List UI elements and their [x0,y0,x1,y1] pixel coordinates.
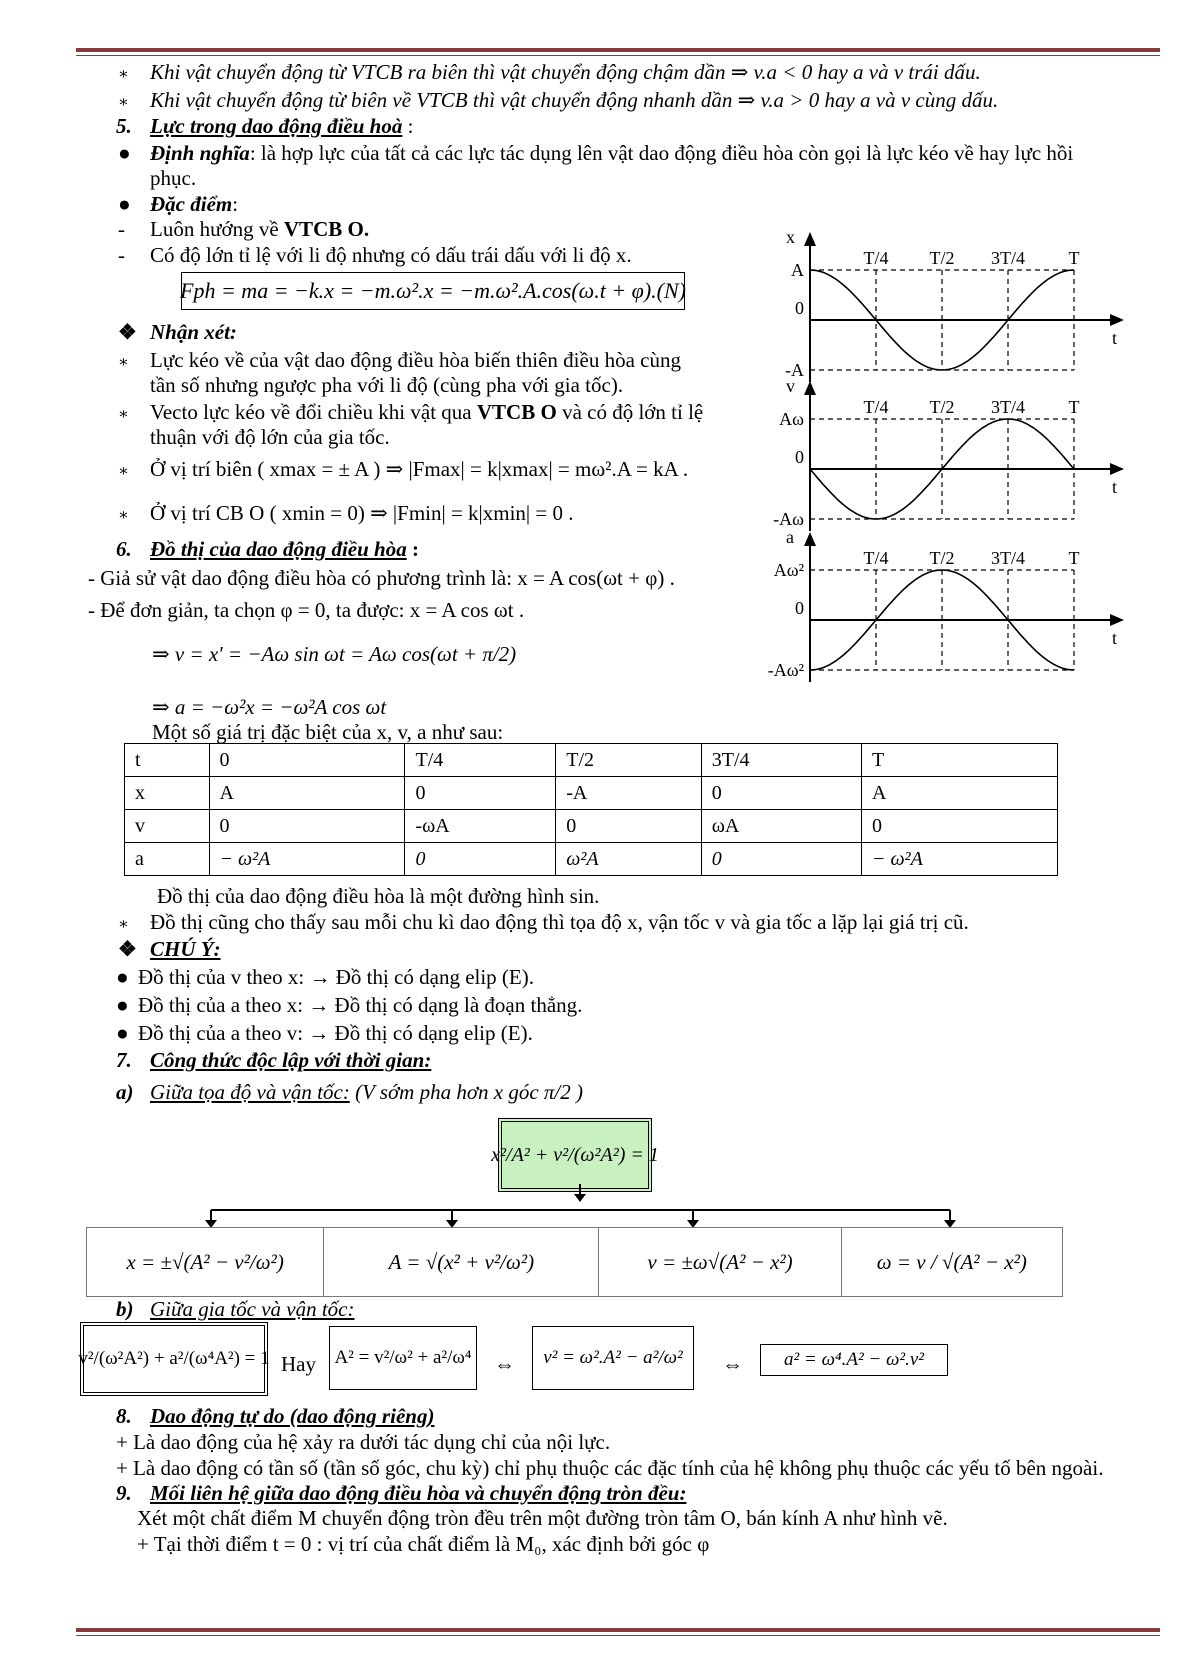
table-row [125,744,1058,777]
x-tick-label: T/2 [929,248,955,268]
x-axis-arrow [1110,463,1124,475]
x-tick-label: T/4 [863,248,889,268]
x-tick-label: T/2 [929,548,955,568]
section-8-heading: 8. Dao động tự do (dao động riêng) [116,1404,435,1428]
formula-b1: v²/(ω²A²) + a²/(ω⁴A²) = 1 [80,1322,268,1396]
y-tick-label: 0 [795,598,804,618]
equiv-1: ⇔ [494,1352,515,1376]
table-cell: t [125,744,210,777]
note-a-x: ● Đồ thị của a theo x: → Đồ thị có dạng là đoạn thẳng. [116,993,583,1017]
graph-assumption: - Giả sử vật dao động điều hòa có phương trình là: x = A cos(ωt + φ) . [88,566,675,590]
section-6-heading: 6. Đồ thị của dao động điều hòa : [116,537,419,561]
attention-heading: ❖ CHÚ Ý: [118,937,221,961]
derived-formulas [86,1227,1063,1297]
x-axis-label: t [1112,628,1118,648]
hay-label: Hay [281,1352,316,1376]
table-cell: -A [556,777,701,810]
x-axis-label: t [1112,328,1118,348]
x-tick-label: T [1068,397,1080,417]
formula-x: x = ±√(A² − v²/ω²) [87,1228,324,1296]
formula-A: A = √(x² + v²/ω²) [324,1228,599,1296]
acceleration-equation: ⇒ a = −ω²x = −ω²A cos ωt [152,695,387,719]
table-row [125,777,1058,810]
note-a-v: ● Đồ thị của a theo v: → Đồ thị có dạng elip (E). [116,1021,533,1045]
remark-2: ∗ Vecto lực kéo về đổi chiều khi vật qua VTCB O và có độ lớn tỉ lệ [118,400,704,424]
formula-omega: ω = v / √(A² − x²) [876,1249,1027,1274]
x-tick-label: T/4 [863,548,889,568]
definition: ● Định nghĩa: là hợp lực của tất cả các lực tác dụng lên vật dao động điều hòa còn gọi là lực kéo về hay lực hồi [118,141,1074,165]
oscillation-graphs [760,227,1150,732]
y-tick-label: A [791,260,804,280]
line-speeding: ∗ Khi vật chuyển động từ biên về VTCB thì vật chuyển động nhanh dần ⇒ v.a > 0 hay a và v cùng dấu. [118,88,999,112]
top-rule [76,48,1160,52]
y-tick-label: -A [785,360,804,380]
remark-1-cont: tần số nhưng ngược pha với li độ (cùng pha với gia tốc). [150,373,624,397]
table-cell: -ωA [405,810,556,843]
formula-v: v = ±ω√(A² − x²) [599,1228,841,1296]
table-cell: T/4 [405,744,556,777]
period-note: ∗ Đồ thị cũng cho thấy sau mỗi chu kì dao động thì tọa độ x, vận tốc v và gia tốc a lặp lại giá trị cũ. [118,910,969,934]
line-slowing: ∗ Khi vật chuyển động từ VTCB ra biên thì vật chuyển động chậm dần ⇒ v.a < 0 hay a và v trái dấu. [118,60,981,84]
table-cell: − ω²A [209,843,405,876]
table-cell: 3T/4 [701,744,861,777]
y-tick-label: 0 [795,298,804,318]
x-axis-arrow [1110,614,1124,626]
formula-b4: a² = ω⁴.A² − ω².v² [760,1344,948,1376]
feature-magnitude: - Có độ lớn tỉ lệ với li độ nhưng có dấu trái dấu với li độ x. [118,243,632,267]
y-axis-arrow [804,232,816,246]
remark-4: ∗ Ở vị trí CB O ( xmin = 0) ⇒ |Fmin| = k|xmin| = 0 . [118,501,574,525]
remark-2-cont: thuận với độ lớn của gia tốc. [150,425,390,449]
free-oscillation-1: + Là dao động của hệ xảy ra dưới tác dụng chỉ của nội lực. [116,1430,611,1454]
y-tick-label: Aω² [773,560,804,580]
force-formula-box: Fph = ma = −k.x = −m.ω².x = −m.ω².A.cos(ω.t + φ).(N) [181,272,685,310]
table-cell: A [862,777,1058,810]
y-axis-label: v [786,376,795,396]
x-tick-label: T [1068,548,1080,568]
table-cell: x [125,777,210,810]
table-cell: ω²A [556,843,701,876]
y-axis-arrow [804,381,816,395]
table-cell: 0 [701,843,861,876]
feature-direction: - Luôn hướng về VTCB O. [118,217,370,241]
remark-1: ∗ Lực kéo về của vật dao động điều hòa biến thiên điều hòa cùng [118,348,681,372]
remark-3: ∗ Ở vị trí biên ( xmax = ± A ) ⇒ |Fmax| = k|xmax| = mω².A = kA . [118,457,689,481]
subsection-b: b) Giữa gia tốc và vận tốc: [116,1297,355,1321]
features: ● Đặc điểm: [118,192,239,216]
y-tick-label: -Aω [773,509,804,529]
table-cell: 0 [862,810,1058,843]
bottom-rule [76,1628,1160,1632]
table-cell: T/2 [556,744,701,777]
x-tick-label: T/4 [863,397,889,417]
top-rule-thin [76,55,1160,56]
table-cell: 0 [556,810,701,843]
table-cell: 0 [209,810,405,843]
table-row [125,843,1058,876]
special-values-table [124,743,1058,876]
table-cell: A [209,777,405,810]
note-v-x: ● Đồ thị của v theo x: → Đồ thị có dạng elip (E). [116,965,534,989]
y-axis-arrow [804,532,816,546]
table-cell: 0 [405,843,556,876]
table-row [125,810,1058,843]
main-independent-formula: x²/A² + v²/(ω²A²) = 1 [498,1118,652,1192]
formula-arrows [0,1184,1191,1228]
x-axis-arrow [1110,314,1124,326]
table-cell: 0 [405,777,556,810]
table-cell: 0 [209,744,405,777]
subsection-a: a) Giữa tọa độ và vận tốc: (V sớm pha hơn x góc π/2 ) [116,1080,584,1104]
table-intro: Một số giá trị đặc biệt của x, v, a như sau: [152,720,504,744]
y-tick-label: -Aω² [767,660,804,680]
x-tick-label: 3T/4 [991,248,1025,268]
definition-cont: phục. [150,166,197,190]
circular-motion-2: + Tại thời điểm t = 0 : vị trí của chất điểm là M₀, xác định bởi góc φ [137,1532,710,1556]
table-cell: v [125,810,210,843]
table-cell: T [862,744,1058,777]
y-axis-label: x [786,227,795,247]
velocity-equation: ⇒ v = x' = −Aω sin ωt = Aω cos(ωt + π/2) [152,642,517,666]
section-9-heading: 9. Mối liên hệ giữa dao động điều hòa và chuyển động tròn đều: [116,1481,687,1505]
x-tick-label: 3T/4 [991,548,1025,568]
bottom-rule-thin [76,1635,1160,1636]
y-tick-label: 0 [795,447,804,467]
sine-note: Đồ thị của dao động điều hòa là một đường hình sin. [157,884,600,908]
table-cell: 0 [701,777,861,810]
y-axis-label: a [786,527,794,547]
x-tick-label: 3T/4 [991,397,1025,417]
formula-b3: v² = ω².A² − a²/ω² [532,1326,694,1390]
section-7-heading: 7. Công thức độc lập với thời gian: [116,1048,432,1072]
formula-b2: A² = v²/ω² + a²/ω⁴ [329,1326,477,1390]
table-cell: − ω²A [862,843,1058,876]
remark-heading: ❖ Nhận xét: [118,320,237,344]
section-5-heading: 5. Lực trong dao động điều hoà : [116,114,414,138]
equiv-2: ⇔ [722,1352,743,1376]
x-tick-label: T [1068,248,1080,268]
table-cell: ωA [701,810,861,843]
x-tick-label: T/2 [929,397,955,417]
free-oscillation-2: + Là dao động có tần số (tần số góc, chu kỳ) chỉ phụ thuộc các đặc tính của hệ không phụ thuộc các yếu tố bên ngoài. [116,1456,1104,1480]
x-axis-label: t [1112,477,1118,497]
y-tick-label: Aω [779,409,804,429]
circular-motion-1: Xét một chất điểm M chuyển động tròn đều trên một đường tròn tâm O, bán kính A như hình vẽ. [137,1506,948,1530]
graph-simplify: - Để đơn giản, ta chọn φ = 0, ta được: x = A cos ωt . [88,598,525,622]
table-cell: a [125,843,210,876]
